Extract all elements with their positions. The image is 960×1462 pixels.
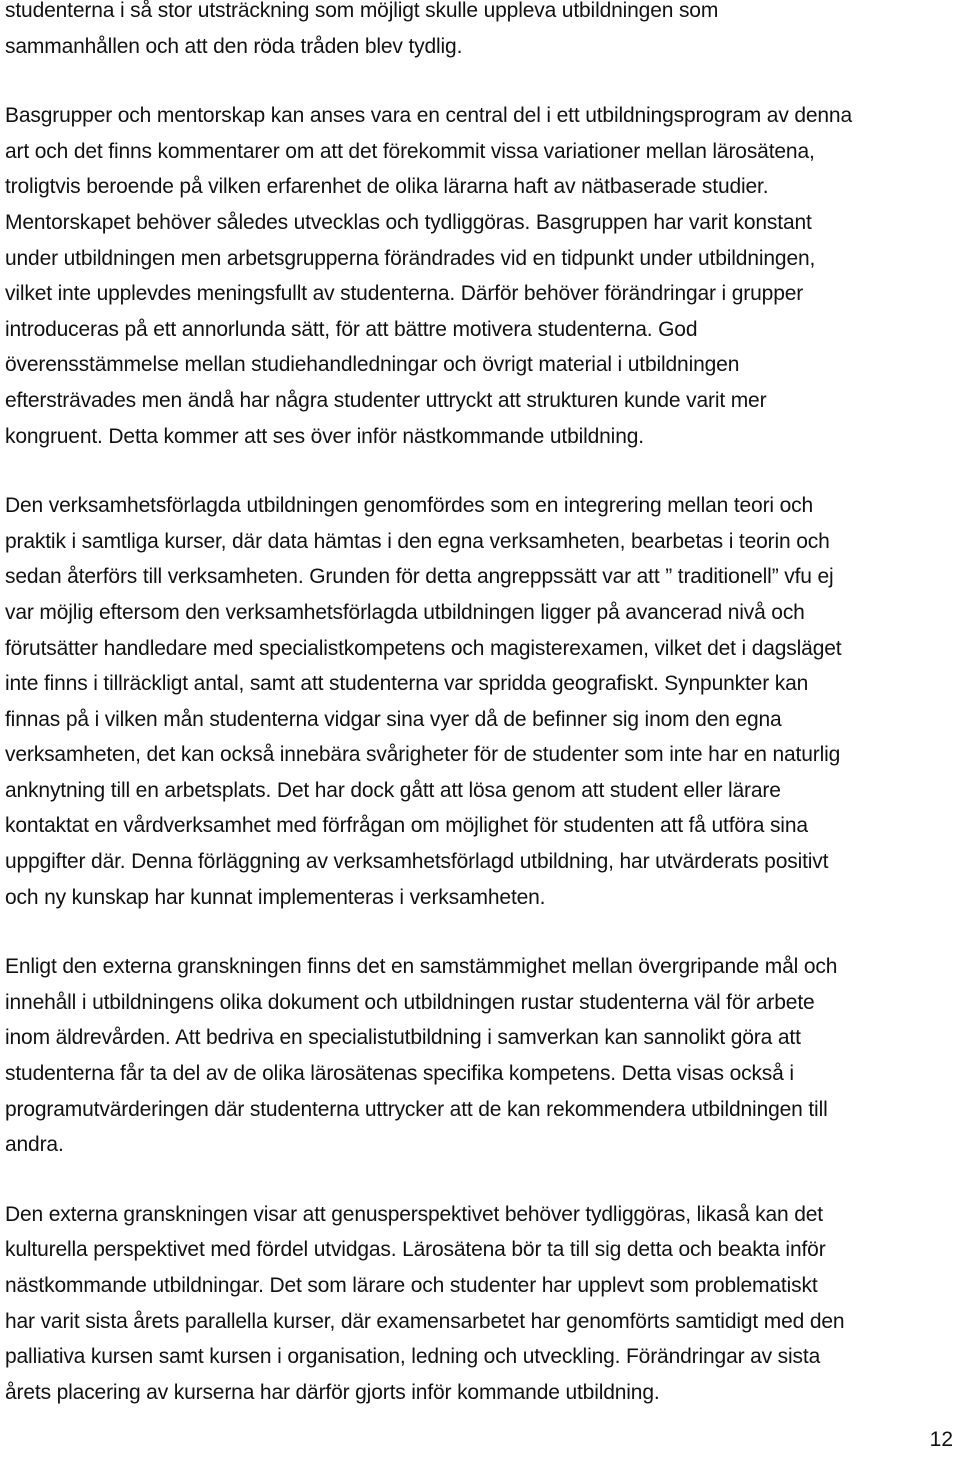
paragraph-gap xyxy=(5,915,957,949)
text-line: palliativa kursen samt kursen i organisation, ledning och utveckling. Förändringar av sista xyxy=(5,1345,821,1369)
paragraph-mentorship xyxy=(5,98,957,454)
text-line: under utbildningen men arbetsgrupperna förändrades vid en tidpunkt under utbildningen, xyxy=(5,246,816,270)
text-line: studenterna i så stor utsträckning som möjligt skulle uppleva utbildningen som xyxy=(5,0,719,22)
text-line: och ny kunskap har kunnat implementeras i verksamheten. xyxy=(5,885,546,909)
text-line: var möjlig eftersom den verksamhetsförlagda utbildningen ligger på avancerad nivå och xyxy=(5,600,805,624)
text-line: eftersträvades men ändå har några studenter uttryckt att strukturen kunde varit mer xyxy=(5,388,767,412)
paragraph-gap xyxy=(5,1163,957,1197)
text-line: praktik i samtliga kurser, där data hämtas i den egna verksamheten, bearbetas i teorin och xyxy=(5,529,830,553)
text-line: sedan återförs till verksamheten. Grunden för detta angreppssätt var att ” traditionell” vfu ej xyxy=(5,565,834,589)
text-line: andra. xyxy=(5,1133,64,1157)
text-line: Enligt den externa granskningen finns det en samstämmighet mellan övergripande mål och xyxy=(5,955,838,979)
paragraph-continuation xyxy=(5,0,957,64)
text-line: innehåll i utbildningens olika dokument och utbildningen rustar studenterna väl för arbete xyxy=(5,990,815,1014)
text-line: studenterna får ta del av de olika lärosätenas specifika kompetens. Detta visas också i xyxy=(5,1062,794,1086)
text-line: Mentorskapet behöver således utvecklas och tydliggöras. Basgruppen har varit konstant xyxy=(5,210,812,234)
text-line: Den verksamhetsförlagda utbildningen genomfördes som en integrering mellan teori och xyxy=(5,494,814,518)
text-line: förutsätter handledare med specialistkompetens och magisterexamen, vilket det i dagsläget xyxy=(5,636,842,660)
text-line: har varit sista årets parallella kurser, där examensarbetet har genomförts samtidigt med den xyxy=(5,1309,845,1333)
text-line: vilket inte upplevdes meningsfullt av studenterna. Därför behöver förändringar i grupper xyxy=(5,282,804,306)
paragraph-gender-perspective xyxy=(5,1197,957,1411)
text-line: nästkommande utbildningar. Det som lärare och studenter har upplevt som problematiskt xyxy=(5,1274,818,1297)
text-line: årets placering av kurserna har därför gjorts inför kommande utbildning. xyxy=(5,1380,660,1404)
paragraph-external-review xyxy=(5,949,957,1163)
paragraph-gap xyxy=(5,454,957,488)
text-line: inte finns i tillräckligt antal, samt att studenterna var spridda geografiskt. Synpunkter kan xyxy=(5,672,809,696)
page-number: 12 xyxy=(929,1428,953,1451)
text-line: finnas på i vilken mån studenterna vidgar sina vyer då de befinner sig inom den egna xyxy=(5,707,782,731)
text-line: uppgifter där. Denna förläggning av verksamhetsförlagd utbildning, har utvärderats positivt xyxy=(5,850,829,874)
text-line: kontaktat en vårdverksamhet med förfrågan om möjlighet för studenten att få utföra sina xyxy=(5,814,808,838)
text-line: sammanhållen och att den röda tråden blev tydlig. xyxy=(5,34,463,58)
text-line: programutvärderingen där studenterna uttrycker att de kan rekommendera utbildningen till xyxy=(5,1097,828,1121)
text-line: Den externa granskningen visar att genusperspektivet behöver tydliggöras, likaså kan det xyxy=(5,1202,823,1226)
text-line: kulturella perspektivet med fördel utvidgas. Lärosätena bör ta till sig detta och beakta inför xyxy=(5,1238,826,1262)
document-page xyxy=(5,0,957,1410)
paragraph-gap xyxy=(5,64,957,98)
text-line: art och det finns kommentarer om att det förekommit vissa variationer mellan lärosätena, xyxy=(5,139,815,163)
text-line: anknytning till en arbetsplats. Det har dock gått att lösa genom att student eller lärare xyxy=(5,778,781,802)
paragraph-workplace-education xyxy=(5,488,957,915)
text-line: verksamheten, det kan också innebära svårigheter för de studenter som inte har en naturlig xyxy=(5,743,841,767)
text-line: introduceras på ett annorlunda sätt, för att bättre motivera studenterna. God xyxy=(5,317,698,341)
text-line: Basgrupper och mentorskap kan anses vara en central del i ett utbildningsprogram av denna xyxy=(5,104,852,128)
text-line: kongruent. Detta kommer att ses över inför nästkommande utbildning. xyxy=(5,424,644,448)
text-line: troligtvis beroende på vilken erfarenhet de olika lärarna haft av nätbaserade studier. xyxy=(5,175,769,199)
text-line: överensstämmelse mellan studiehandledningar och övrigt material i utbildningen xyxy=(5,353,740,377)
text-line: inom äldrevården. Att bedriva en specialistutbildning i samverkan kan sannolikt göra att xyxy=(5,1026,801,1050)
